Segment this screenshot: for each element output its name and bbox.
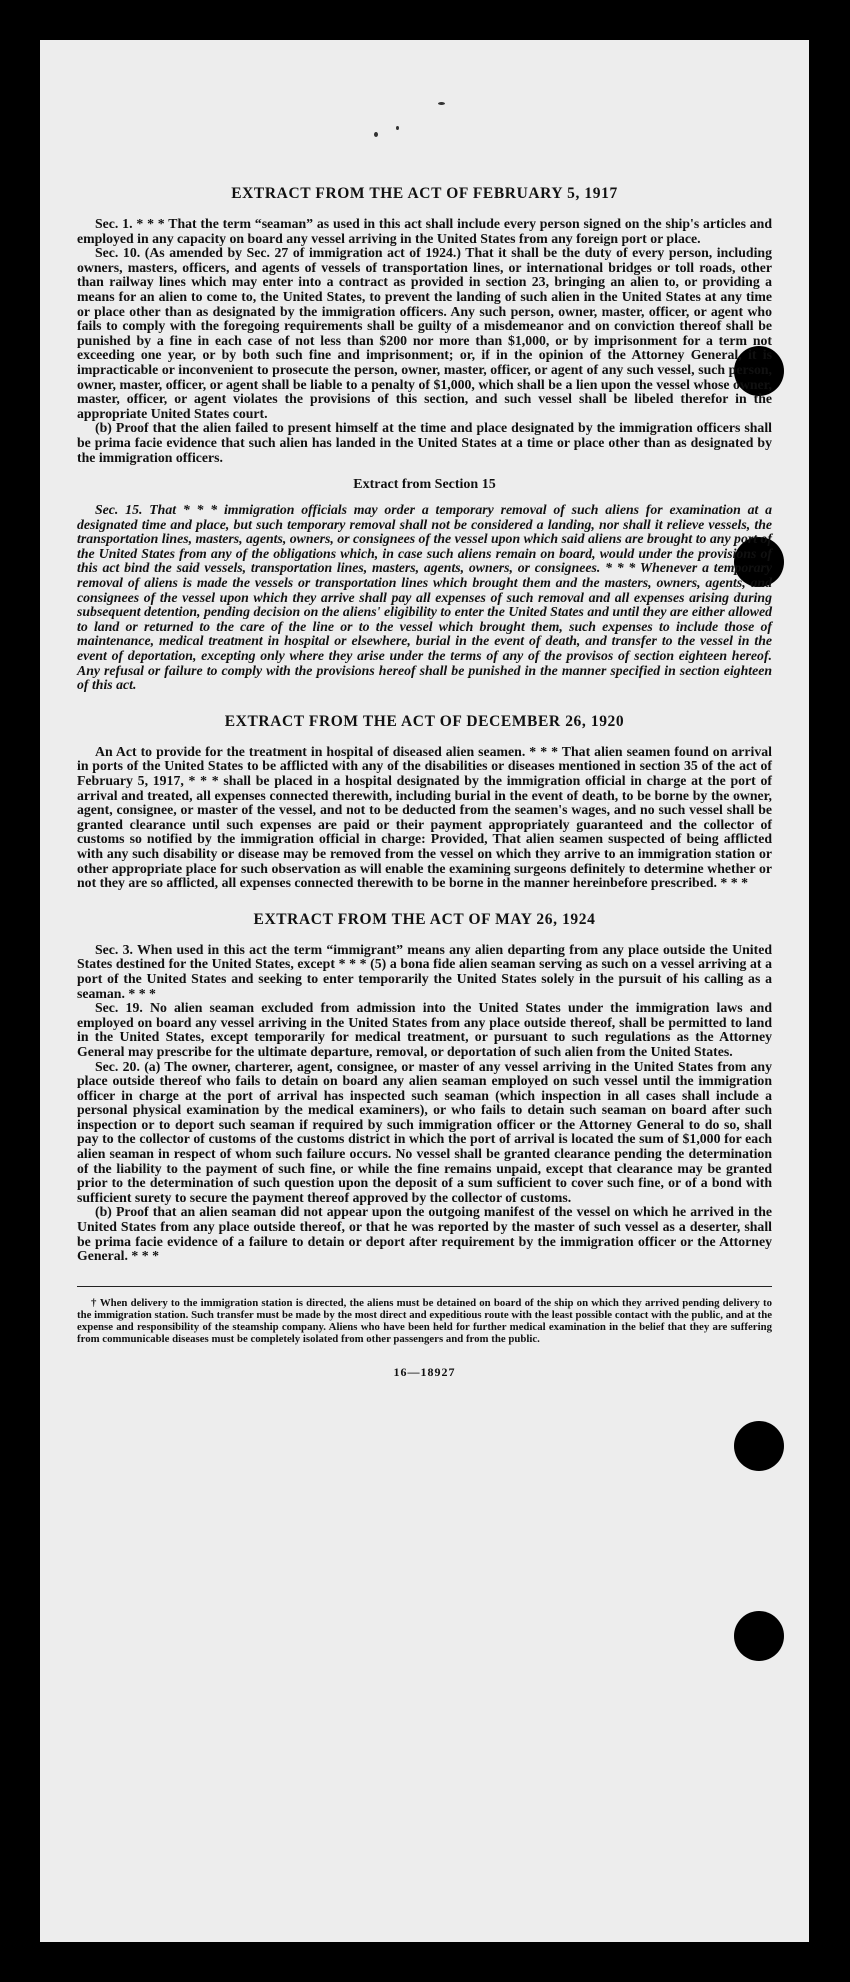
sec1-paragraph: Sec. 1. * * * That the term “seaman” as used in this act shall include every person signed on the ship's articles and employed in any capacity on board any vessel arriving in the United States from any foreign port or place. — [77, 216, 772, 246]
sec19-paragraph: Sec. 19. No alien seaman excluded from admission into the United States under the immigration laws and employed on board any vessel arriving in the United States from any place outside thereof, shall be permitted to land in the United States, except temporarily for medical treatment, or pursuant to such regulations as the Attorney General may prescribe for the ultimate departure, removal, or deportation of such alien from the United States. — [77, 1000, 772, 1059]
extract-1924-heading: EXTRACT FROM THE ACT OF MAY 26, 1924 — [253, 910, 596, 928]
footnote: † When delivery to the immigration station is directed, the aliens must be detained on board of the ship on which they arrived pending delivery to the immigration station. Such transfer must be made by the most direct and expeditious route with the least possible contact with the public, and at the expense and responsibility of the steamship company. Aliens who have been held for further medical examination in the belief that they are suffering from communicable diseases must be completely isolated from other passengers and from the public. — [77, 1296, 772, 1345]
sec20a-paragraph: Sec. 20. (a) The owner, charterer, agent, consignee, or master of any vessel arriving in the United States from any place outside thereof who fails to detain on board any alien seaman employed on such vessel until the immigration officer in charge at the port of arrival has inspected such seaman (which inspection in all cases shall include a personal physical examination by the medical examiners), or who fails to detain such seaman on board after such inspection or to deport such seaman if required by such immigration officer or the Attorney General to do so, shall pay to the collector of customs of the customs district in which the port of arrival is located the sum of $1,000 for each alien seaman in respect of whom such failure occurs. No vessel shall be granted clearance pending the determination of the liability to the payment of such fine, or while the fine remains unpaid, except that clearance may be granted prior to the determination of such question upon the deposit of a sum sufficient to cover such fine, or of a bond with sufficient surety to secure the payment thereof approved by the collector of customs. — [77, 1058, 772, 1205]
punch-hole — [734, 1421, 784, 1471]
sec15-paragraph: Sec. 15. That * * * immigration officials may order a temporary removal of such aliens for examination at a designated time and place, but such temporary removal shall not be considered a landing, nor shall it relieve vessels, the transportation lines, masters, agents, owners, or consignees of the vessel upon which said aliens are brought to any port of the United States from any of the obligations which, in case such aliens remain on board, would under the provisions of this act bind the said vessels, transportation lines, masters, agents, owners, or consignees. * * * Whenever a temporary removal of aliens is made the vessels or transportation lines which brought them and the masters, owners, agents, and consignees of the vessel upon which they arrive shall pay all expenses of such removal and all expenses arising during subsequent detention, pending decision on the aliens' eligibility to enter the United States and until they are either allowed to land or returned to the care of the line or to the vessel which brought them, such expenses to include those of maintenance, medical treatment in hospital or elsewhere, burial in the event of death, and transfer to the vessel in the event of deportation, excepting only where they arise under the terms of any of the provisos of section eighteen hereof. Any refusal or failure to comply with the provisions hereof shall be punished in the manner specified in section eighteen of this act. — [77, 502, 772, 693]
extract-1920-heading: EXTRACT FROM THE ACT OF DECEMBER 26, 1920 — [224, 712, 625, 730]
speck — [396, 126, 399, 130]
extract-1917-heading: EXTRACT FROM THE ACT OF FEBRUARY 5, 1917 — [231, 185, 618, 202]
document-page — [40, 40, 809, 1942]
footnote-divider — [77, 1286, 772, 1287]
sec10-paragraph: Sec. 10. (As amended by Sec. 27 of immigration act of 1924.) That it shall be the duty of every person, including owners, masters, officers, and agents of vessels of transportation lines, or international bridges or toll roads, other than railway lines which may enter into a contract as provided in section 23, bringing an alien to, or providing a means for an alien to come to, the United States, to prevent the landing of such alien in the United States at any time or place other than as designated by the immigration officers. Any such person, owner, master, officer, or agent who fails to comply with the foregoing requirements shall be guilty of a misdemeanor and on conviction thereof shall be punished by a fine in each case of not less than $200 nor more than $1,000, or by imprisonment for a term not exceeding one year, or by both such fine and imprisonment; or, if in the opinion of the Attorney General, it is impracticable or inconvenient to prosecute the person, owner, master, officer, or agent of any such vessel, such person, owner, master, officer, or agent shall be liable to a penalty of $1,000, which shall be a lien upon the vessel whose owner, master, officer, or agent violates the provisions of this section, and such vessel shall be libeled therefor in the appropriate United States court. — [77, 245, 772, 421]
speck — [374, 132, 378, 137]
document-body — [77, 185, 772, 1380]
sec3-paragraph: Sec. 3. When used in this act the term “immigrant” means any alien departing from any place outside the United States destined for the United States, except * * * (5) a bona fide alien seaman serving as such on a vessel arriving at a port of the United States and seeking to enter temporarily the United States solely in the pursuit of his calling as a seaman. * * * — [77, 941, 772, 1001]
section15-heading: Extract from Section 15 — [353, 477, 496, 493]
sec20b-paragraph: (b) Proof that an alien seaman did not appear upon the outgoing manifest of the vessel on which he arrived in the United States from any place outside thereof, or that he was reported by the master of such vessel as a deserter, shall be prima facie evidence of a failure to detain or deport after requirement by the immigration officer or the Attorney General. * * * — [77, 1204, 772, 1264]
sec10b-paragraph: (b) Proof that the alien failed to present himself at the time and place designated by the immigration officers shall be prima facie evidence that such alien has landed in the United States at a time or place other than as designated by the immigration officers. — [77, 420, 772, 465]
punch-hole — [734, 1611, 784, 1661]
page-number: 16—18927 — [393, 1364, 456, 1379]
speck — [438, 102, 445, 105]
act-1920-paragraph: An Act to provide for the treatment in hospital of diseased alien seamen. * * * That alien seamen found on arrival in ports of the United States to be afflicted with any of the disabilities or diseases mentioned in section 35 of the act of February 5, 1917, * * * shall be placed in a hospital designated by the immigration official in charge at the port of arrival and treated, all expenses connected therewith, including burial in the event of death, to be borne by the owner, agent, consignee, or master of the vessel, and not to be deducted from the seamen's wages, and no such vessel shall be granted clearance until such expenses are paid or their payment appropriately guaranteed and the collector of customs so notified by the immigration official in charge: Provided, That alien seamen suspected of being afflicted with any such disability or disease may be removed from the vessel on which they arrive to an immigration station or other appropriate place for such observation as will enable the examining surgeons definitely to determine whether or not they are so afflicted, all expenses connected therewith to be borne in the manner hereinbefore prescribed. * * * — [77, 743, 772, 891]
